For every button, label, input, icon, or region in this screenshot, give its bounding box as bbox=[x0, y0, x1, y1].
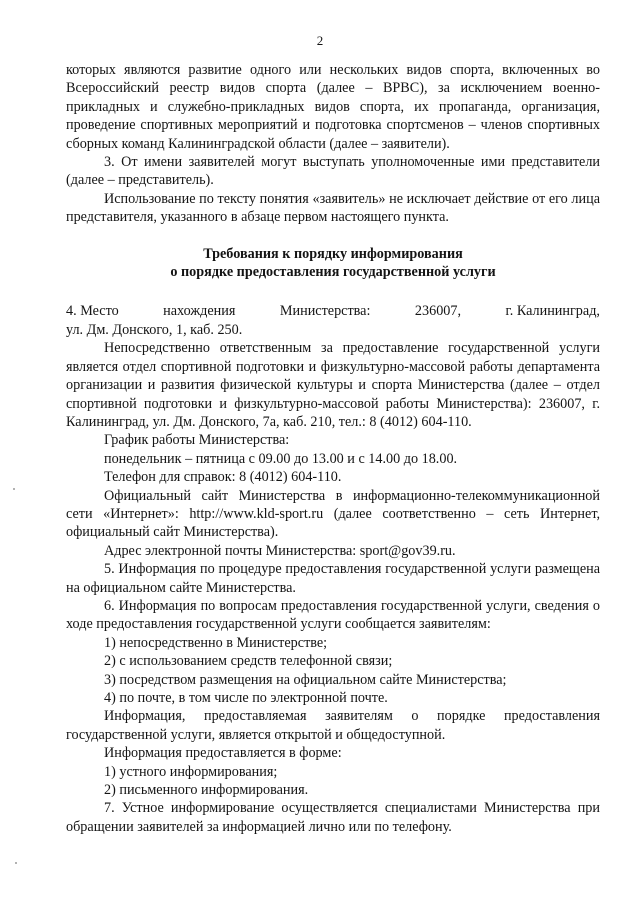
item-4-word-3: Министерства: bbox=[279, 303, 371, 320]
list-item-3: 3) посредством размещения на официальном сайте Министерства; bbox=[104, 671, 507, 688]
paragraph-website: Официальный сайт Министерства в информационно-телекоммуникационной сети «Интернет»: http://www.kld-sport.ru (далее соответственно – сеть Интернет, официальный сайт Министерства). bbox=[66, 487, 600, 541]
paragraph-item-5: 5. Информация по процедуре предоставления государственной услуги размещена на официальном сайте Министерства. bbox=[66, 561, 600, 596]
list-item-1: 1) непосредственно в Министерстве; bbox=[104, 634, 328, 651]
item-4-word-4: 236007, bbox=[414, 303, 462, 320]
paragraph-item-6: 6. Информация по вопросам предоставления государственной услуги, сведения о ходе предоставления государственной услуги сообщается заявителям: bbox=[66, 597, 600, 633]
item-4-word-2: нахождения bbox=[163, 303, 236, 320]
section-heading bbox=[66, 245, 600, 282]
item-4-word-5: г. Калининград, bbox=[505, 303, 600, 320]
paragraph-phone: Телефон для справок: 8 (4012) 604-110. bbox=[104, 469, 342, 486]
section-heading-line-1: Требования к порядку информирования bbox=[203, 245, 463, 262]
paragraph-schedule-title: График работы Министерства: bbox=[104, 432, 290, 449]
paragraph-info-open: Информация, предоставляемая заявителям о порядке предоставления государственной услуги, является открытой и общедоступной. bbox=[66, 708, 600, 743]
paragraph-responsible-department: Непосредственно ответственным за предоставление государственной услуги является отдел спортивной подготовки и физкультурно-массовой работы департамента организации и развития физической культуры и спорта Министерства (далее – отдел спортивной подготовки и физкультурно-массовой работы Министерства): 236007, г. Калининград, ул. Дм. Донского, 7а, каб. 210, тел.: 8 (4012) 604-110. bbox=[66, 340, 600, 430]
paragraph-item-4-address: ул. Дм. Донского, 1, каб. 250. bbox=[66, 321, 243, 338]
paragraph-schedule-hours: понедельник – пятница с 09.00 до 13.00 и с 14.00 до 18.00. bbox=[104, 450, 458, 467]
form-item-1: 1) устного информирования; bbox=[104, 763, 278, 780]
list-item-2: 2) с использованием средств телефонной связи; bbox=[104, 653, 393, 670]
paragraph-info-forms: Информация предоставляется в форме: bbox=[104, 745, 342, 762]
document-body bbox=[66, 61, 600, 836]
paragraph-item-3: 3. От имени заявителей могут выступать уполномоченные ими представители (далее – представитель). bbox=[66, 154, 600, 189]
form-item-2: 2) письменного информирования. bbox=[104, 782, 309, 799]
paragraph-item-7: 7. Устное информирование осуществляется специалистами Министерства при обращении заявителей за информацией лично или по телефону. bbox=[66, 800, 600, 835]
list-item-4: 4) по почте, в том числе по электронной почте. bbox=[104, 690, 388, 706]
scan-speck bbox=[13, 488, 15, 490]
scan-speck bbox=[15, 862, 17, 864]
paragraph-applicants-definition: которых являются развитие одного или нескольких видов спорта, включенных во Всероссийский реестр видов спорта (далее – ВРВС), за исключением военно-прикладных и служебно-прикладных видов спорта, их пропаганда, организация, проведение спортивных мероприятий и подготовка спортсменов – членов спортивных сборных команд Калининградской области (далее – заявители). bbox=[66, 62, 600, 152]
page-number: 2 bbox=[316, 33, 324, 48]
paragraph-item-4-line bbox=[66, 302, 600, 320]
section-heading-line-2: о порядке предоставления государственной услуги bbox=[170, 264, 496, 281]
paragraph-email: Адрес электронной почты Министерства: sport@gov39.ru. bbox=[104, 542, 456, 559]
item-4-word-1: 4. Место bbox=[66, 303, 119, 320]
paragraph-representative-note: Использование по тексту понятия «заявитель» не исключает действие от его лица представителя, указанного в абзаце первом настоящего пункта. bbox=[66, 190, 600, 226]
